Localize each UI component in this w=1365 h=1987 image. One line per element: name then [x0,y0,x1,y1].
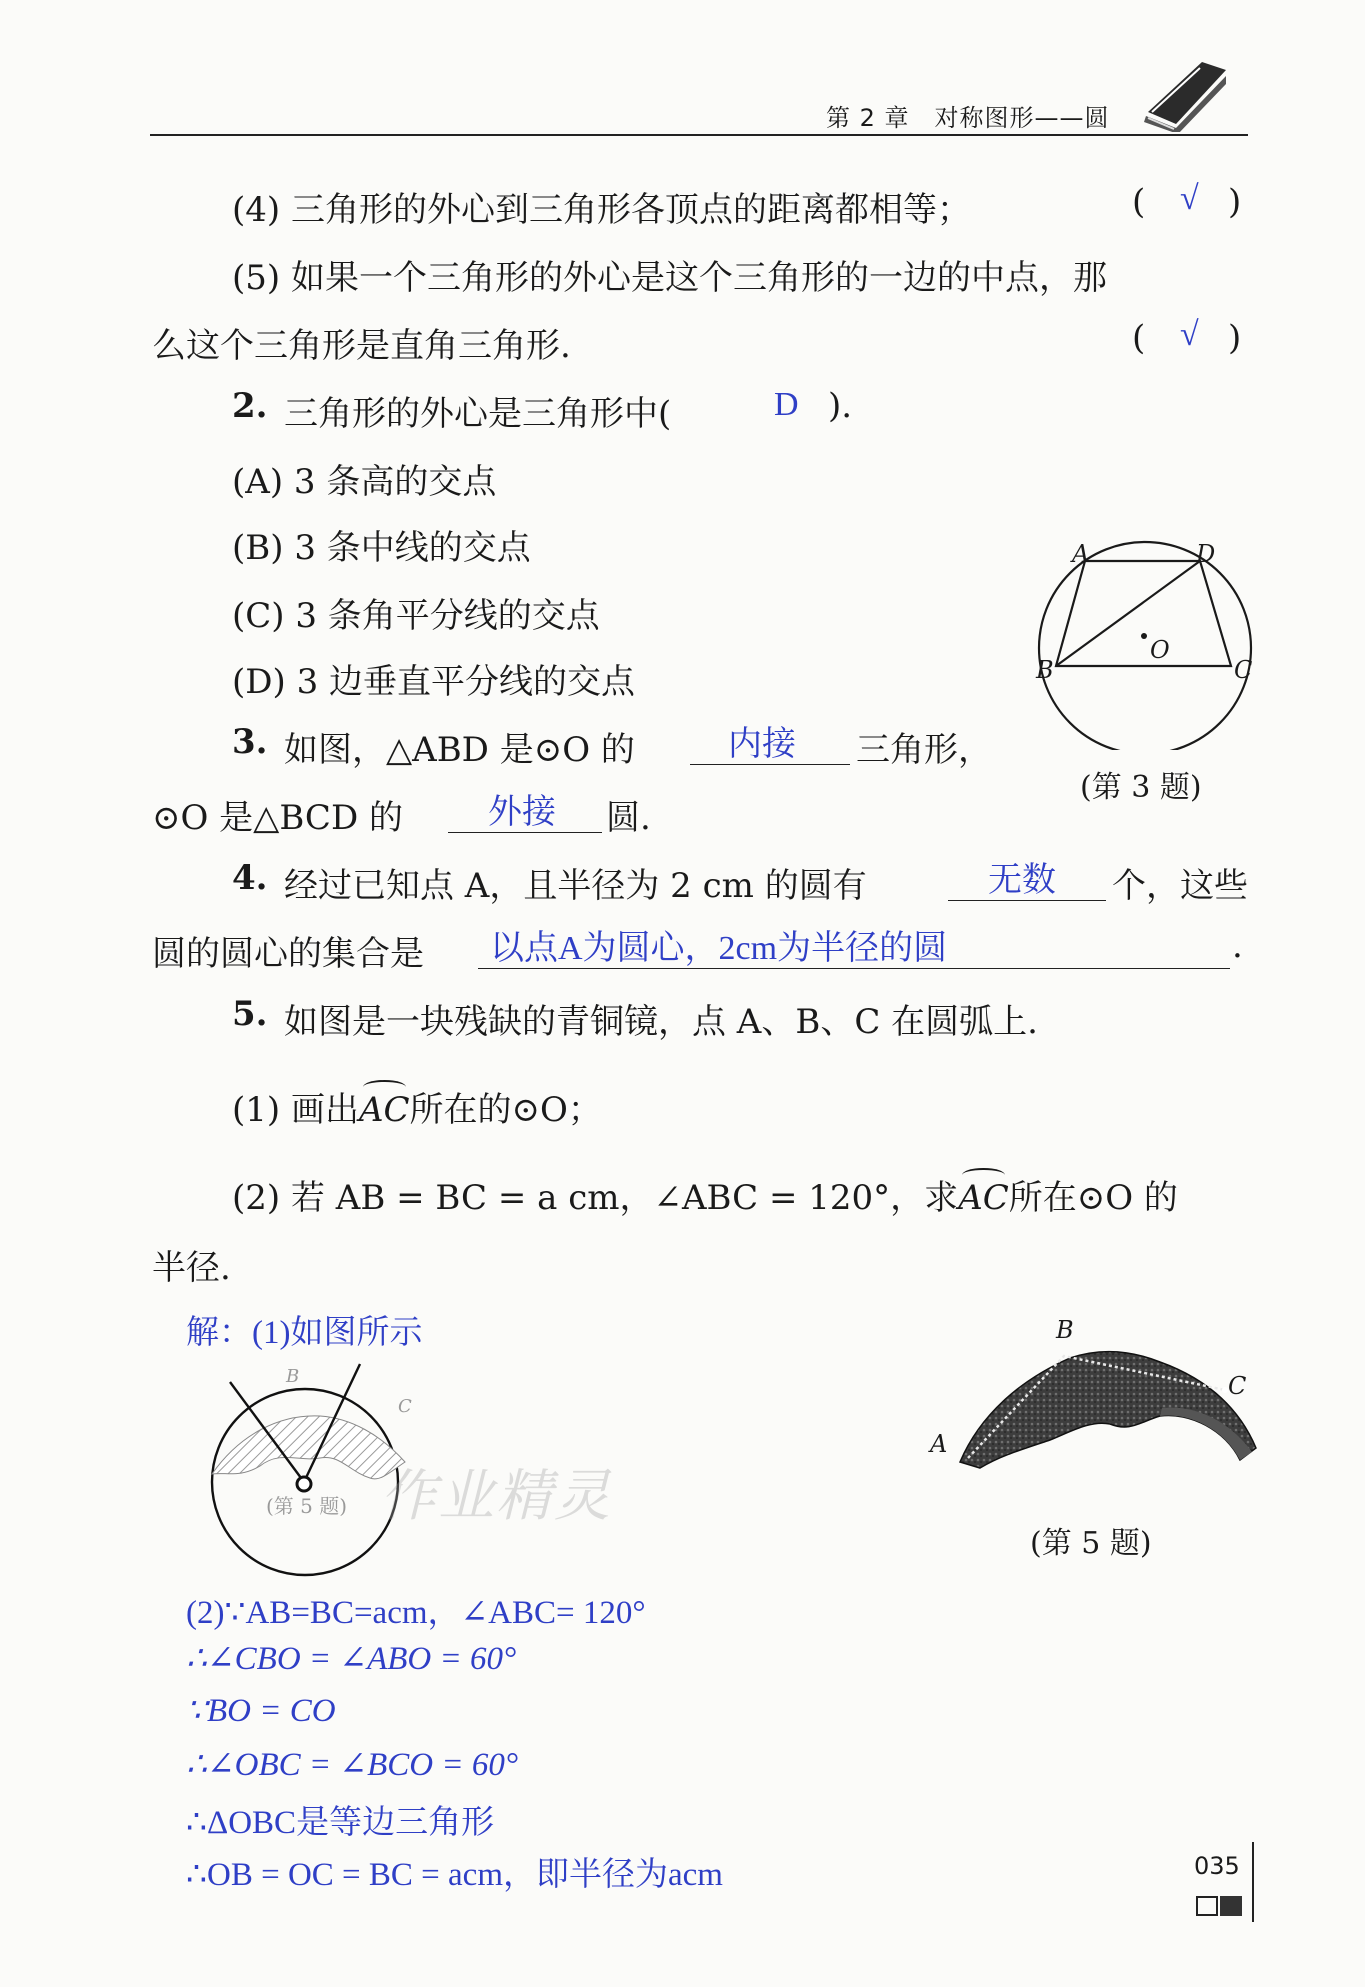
q5-stem: 如图是一块残缺的青铜镜，点 A、B、C 在圆弧上. [284,1002,1038,1042]
chapter-title: 第 2 章 对称图形——圆 [826,104,1110,132]
q4-answer2: 以点A为圆心，2cm为半径的圆 [490,930,948,967]
sketch-label-c: C [398,1396,412,1417]
q3-label-d: D [1196,540,1216,568]
solution-step-4: ∴∠OBC = ∠BCO = 60° [186,1747,519,1783]
q5-part2 [232,1170,1178,1219]
solution-step-3: ∵BO = CO [186,1693,336,1729]
q5-p2-before: (2) 若 AB = BC = a cm，∠ABC = 120°，求 [232,1178,959,1218]
q2-stem-after: ). [828,386,853,426]
sketch-hatch [212,1416,405,1479]
q3-trapezoid [1056,561,1231,666]
q1-item4-text: (4) 三角形的外心到三角形各顶点的距离都相等； [232,190,971,230]
solution-step-5: ∴ΔOBC是等边三角形 [186,1805,495,1841]
q1-item5-answer: √ [1180,316,1199,353]
q3-label-o: O [1150,636,1170,664]
solution-step-6: ∴OB = OC = BC = acm，即半径为acm [186,1857,723,1893]
footer-rule [1252,1842,1254,1922]
q1-item4-close: ) [1228,182,1242,222]
sketch-label-b: B [286,1366,300,1387]
header-rule [150,134,1248,136]
q2-option-b: (B) 3 条中线的交点 [232,528,531,568]
q5-p2-after: 所在⊙O 的 [1008,1178,1178,1218]
q3-part4: 圆. [606,798,651,838]
page-header [0,0,1365,140]
q1-item5-line2: 么这个三角形是直角三角形. [152,326,571,366]
book-icon [1140,50,1230,132]
page-number: 035 [1194,1852,1240,1880]
q3-label-a: A [1072,540,1090,568]
q1-item5-close: ) [1228,318,1242,358]
q4-part1: 经过已知点 A，且半径为 2 cm 的圆有 [284,866,867,906]
solution-line1: 解：(1)如图所示 [186,1315,423,1351]
q1-item4-answer: √ [1180,180,1199,217]
q5-num: 5. [232,994,268,1034]
q2-option-d: (D) 3 边垂直平分线的交点 [232,662,636,702]
q5-p1-arc: AC [358,1090,410,1130]
q5-caption: (第 5 题) [1030,1526,1152,1561]
q3-num: 3. [232,722,268,762]
q3-answer2: 外接 [488,794,556,831]
q4-num: 4. [232,858,268,898]
q4-answer1: 无数 [988,862,1056,899]
watermark: 作业精灵 [380,1464,612,1529]
q3-part3: ⊙O 是△BCD 的 [152,798,404,838]
q5-label-a: A [930,1430,948,1458]
q2-answer: D [774,386,799,423]
q3-part1: 如图，△ABD 是⊙O 的 [284,730,635,770]
q2-stem-before: 三角形的外心是三角形中( [284,394,672,434]
q5-mirror-shape [960,1352,1256,1468]
q5-p1-after: 所在的⊙O； [409,1090,602,1130]
q3-blank1 [690,764,850,765]
q1-item4-open: ( [1132,182,1146,222]
q5-p2-arc: AC [958,1178,1009,1218]
q5-p2-line2: 半径. [152,1248,231,1288]
q3-label-b: B [1036,656,1054,684]
q2-option-a: (A) 3 条高的交点 [232,462,497,502]
q3-blank2 [448,832,602,833]
q1-item5-open: ( [1132,318,1146,358]
q3-label-c: C [1234,656,1253,684]
q5-part1 [232,1082,602,1131]
q5-label-c: C [1228,1372,1247,1400]
footer-box-icon [1196,1896,1218,1916]
q4-part3: 圆的圆心的集合是 [152,934,424,974]
q3-diagonal-bd [1056,561,1200,666]
q5-mirror-figure [940,1320,1270,1480]
solution-step-2: ∴∠CBO = ∠ABO = 60° [186,1641,517,1677]
sketch-caption: (第 5 题) [266,1494,348,1518]
q5-label-b: B [1056,1316,1074,1344]
q5-p1-before: (1) 画出 [232,1090,359,1130]
q4-part4: . [1232,926,1243,966]
sketch-center [297,1477,311,1491]
q4-blank2 [478,968,1230,969]
q3-center-dot [1141,633,1147,639]
q3-caption: (第 3 题) [1080,770,1202,805]
q2-num: 2. [232,386,268,426]
q2-option-c: (C) 3 条角平分线的交点 [232,596,600,636]
q3-circle [1039,542,1251,750]
q4-part2: 个，这些 [1112,866,1248,906]
solution-step-1: (2)∵AB=BC=acm，∠ABC= 120° [186,1595,646,1631]
q1-item5-line1: (5) 如果一个三角形的外心是这个三角形的一边的中点，那 [232,258,1107,298]
q3-part2: 三角形， [856,730,992,770]
q3-answer1: 内接 [728,726,796,763]
q4-blank1 [948,900,1106,901]
footer-block-icon [1220,1896,1242,1916]
